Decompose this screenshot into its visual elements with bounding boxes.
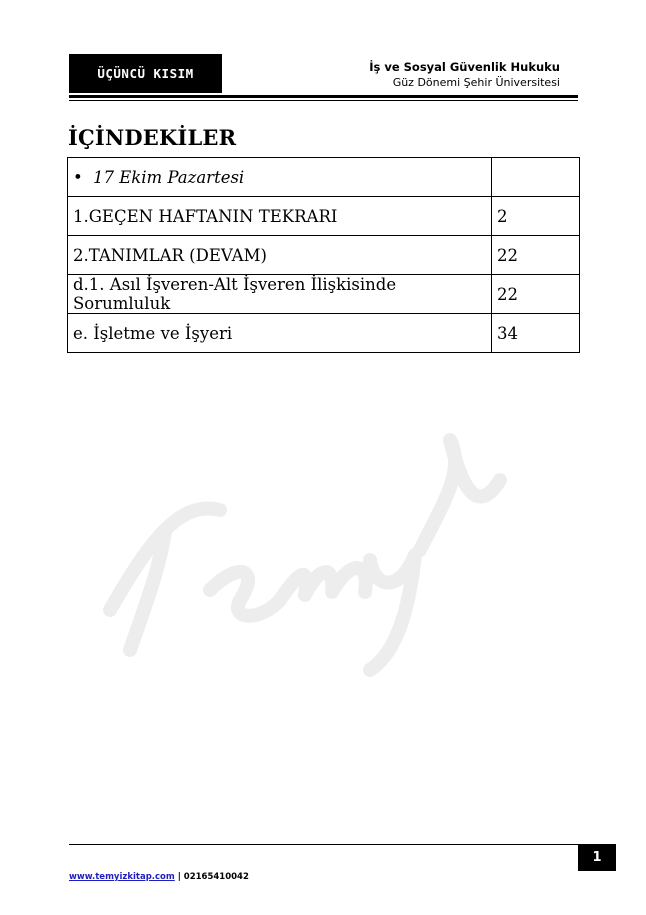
footer-contact (69, 872, 249, 882)
table-row[interactable] (68, 236, 580, 275)
toc-entry-title[interactable]: e. İşletme ve İşyeri (68, 314, 492, 353)
table-row[interactable] (68, 314, 580, 353)
footer-separator: | (177, 872, 181, 882)
toc-entry-page: 34 (492, 314, 580, 353)
table-row[interactable] (68, 275, 580, 314)
section-label-tab: ÜÇÜNCÜ KISIM (69, 54, 222, 93)
website-link[interactable]: www.temyizkitap.com (69, 872, 175, 882)
bullet-icon: • (73, 167, 83, 187)
page-number: 1 (578, 844, 616, 871)
watermark-signature (70, 360, 540, 680)
toc-table (67, 157, 580, 353)
phone-number: 02165410042 (183, 872, 249, 882)
toc-section-label: 17 Ekim Pazartesi (93, 167, 245, 187)
toc-entry-page: 22 (492, 236, 580, 275)
course-subtitle: Güz Dönemi Şehir Üniversitesi (392, 76, 560, 89)
toc-entry-title[interactable]: 1.GEÇEN HAFTANIN TEKRARI (68, 197, 492, 236)
toc-section-page-cell (492, 158, 580, 197)
footer-rule (69, 844, 578, 845)
toc-section-cell (68, 158, 492, 197)
course-title: İş ve Sosyal Güvenlik Hukuku (369, 60, 560, 74)
toc-section-row (68, 158, 580, 197)
header-title-block (369, 60, 560, 90)
table-row[interactable] (68, 197, 580, 236)
toc-heading: İÇİNDEKİLER (68, 125, 237, 150)
toc-entry-page: 2 (492, 197, 580, 236)
header-rule-thick (69, 95, 578, 98)
header-rule-thin (69, 100, 578, 101)
toc-entry-title[interactable]: d.1. Asıl İşveren-Alt İşveren İlişkisinde Sorumluluk (68, 275, 492, 314)
toc-entry-page: 22 (492, 275, 580, 314)
toc-entry-title[interactable]: 2.TANIMLAR (DEVAM) (68, 236, 492, 275)
